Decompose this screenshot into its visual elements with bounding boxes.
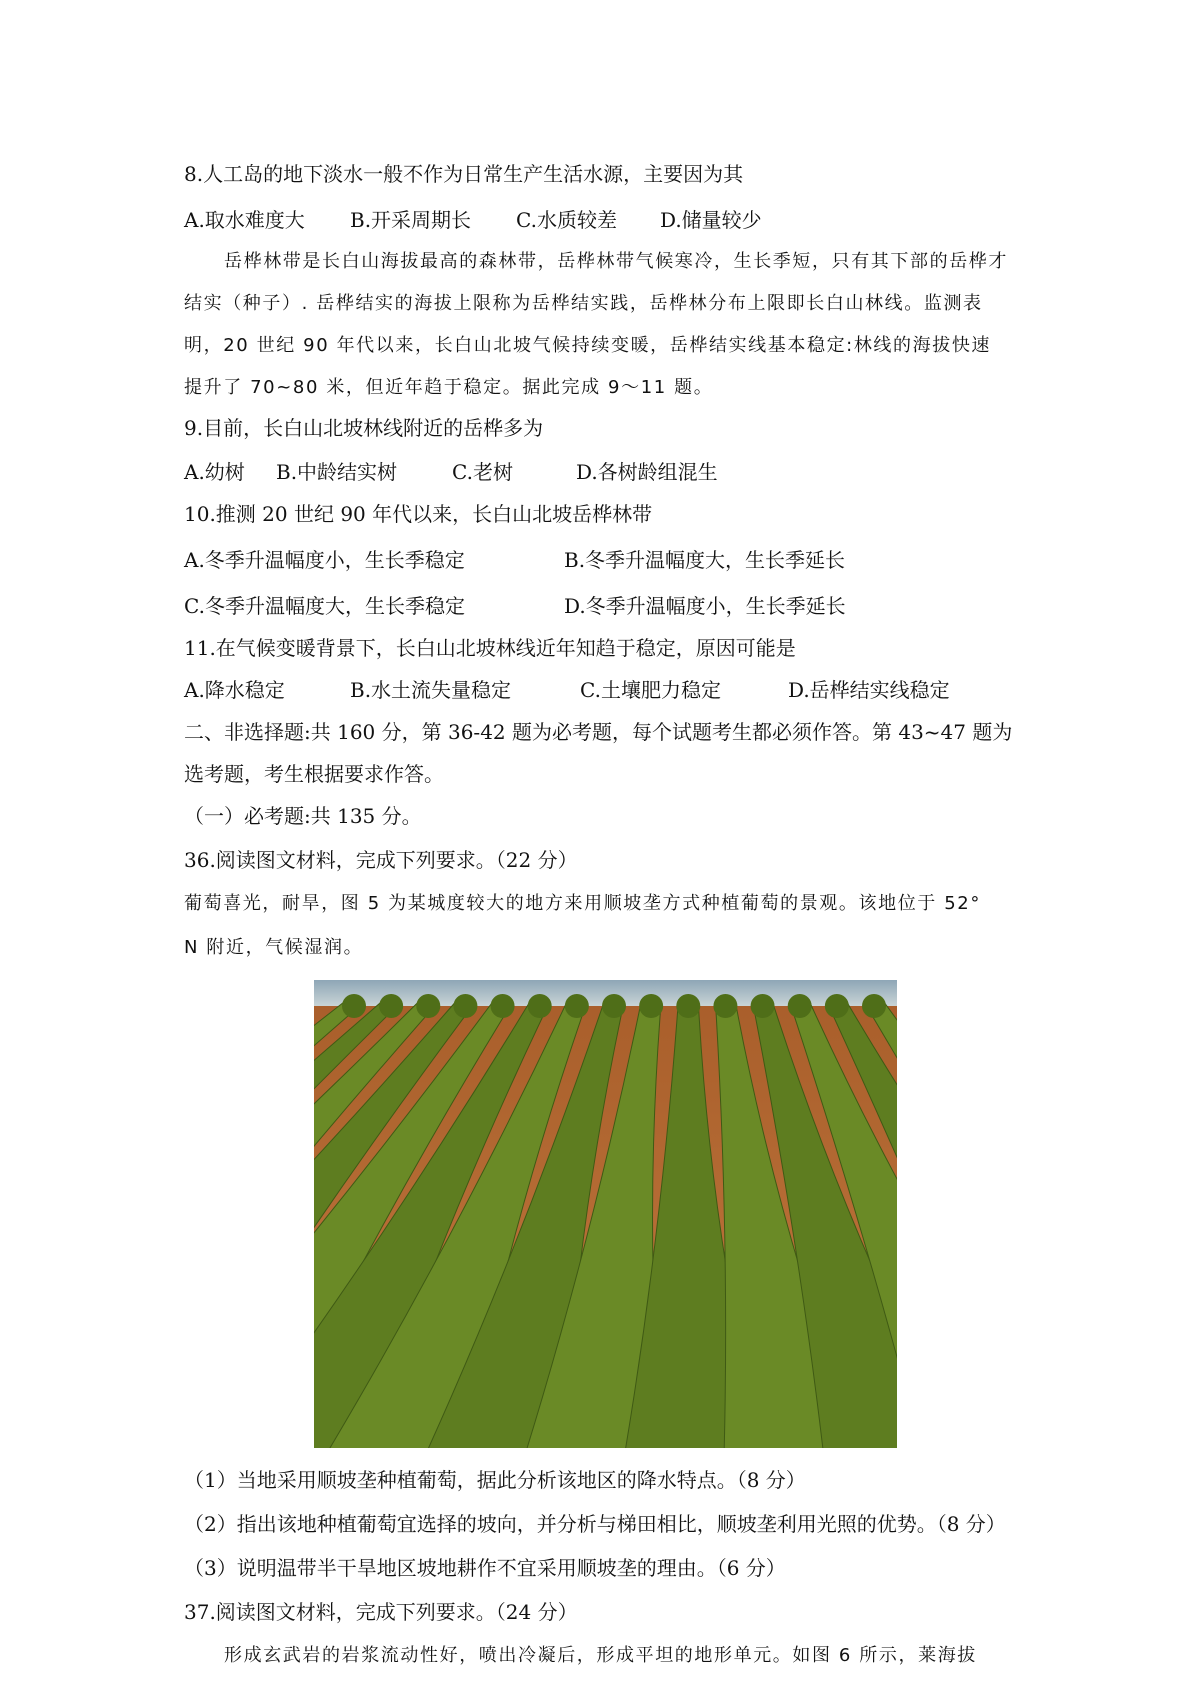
vine-row-top [491,994,515,1018]
q9-option-d: D.各树龄组混生 [576,460,718,484]
q10-option-b: B.冬季升温幅度大，生长季延长 [564,548,846,572]
part-heading: （一）必考题:共 135 分。 [184,804,422,828]
q9-stem: 9.目前，长白山北坡林线附近的岳桦多为 [184,416,544,440]
vine-row-top [788,994,812,1018]
q36-material: N 附近，气候湿润。 [184,937,364,958]
passage-line: 岳桦林带是长白山海拔最高的森林带，岳桦林带气候寒冷，生长季短，只有其下部的岳桦才 [224,251,1008,272]
q9-option-b: B.中龄结实树 [276,460,398,484]
section-heading: 二、非选择题:共 160 分，第 36-42 题为必考题，每个试题考生都必须作答。第 43~47 题为 [184,720,1013,744]
q36-sub-2: （2）指出该地种植葡萄宜选择的坡向，并分析与梯田相比，顺坡垄利用光照的优势。（8 分） [184,1512,1006,1536]
q10-option-a: A.冬季升温幅度小，生长季稳定 [184,548,465,572]
q37-material: 形成玄武岩的岩浆流动性好，喷出冷凝后，形成平坦的地形单元。如图 6 所示，莱海拔 [224,1645,977,1666]
passage-line: 结实（种子）. 岳桦结实的海拔上限称为岳桦结实践，岳桦林分布上限即长白山林线。监测表 [184,293,983,314]
vine-row-top [565,994,589,1018]
q8-option-c: C.水质较差 [516,208,617,232]
vine-row-top [453,994,477,1018]
section-heading-cont: 选考题，考生根据要求作答。 [184,762,444,786]
q11-option-a: A.降水稳定 [184,678,285,702]
q11-option-c: C.土壤肥力稳定 [580,678,721,702]
vine-row-top [342,994,366,1018]
q10-stem: 10.推测 20 世纪 90 年代以来，长白山北坡岳桦林带 [184,502,653,526]
passage-line: 明，20 世纪 90 年代以来，长白山北坡气候持续变暖，岳桦结实线基本稳定:林线的海拔快速 [184,335,992,356]
q8-option-b: B.开采周期长 [350,208,472,232]
q8-stem: 8.人工岛的地下淡水一般不作为日常生产生活水源，主要因为其 [184,162,744,186]
vine-row-top [713,994,737,1018]
q11-stem: 11.在气候变暖背景下，长白山北坡林线近年知趋于稳定，原因可能是 [184,636,796,660]
vine-row-top [528,994,552,1018]
vine-row-top [602,994,626,1018]
vine-row-top [825,994,849,1018]
vine-row-top [862,994,886,1018]
vine-row-top [379,994,403,1018]
q36-sub-3: （3）说明温带半干旱地区坡地耕作不宜采用顺坡垄的理由。（6 分） [184,1556,786,1580]
q36-material: 葡萄喜光，耐旱，图 5 为某城度较大的地方来用顺坡垄方式种植葡萄的景观。该地位于 52° [184,893,981,914]
q37-stem: 37.阅读图文材料，完成下列要求。（24 分） [184,1600,578,1624]
vine-row-top [676,994,700,1018]
q10-option-d: D.冬季升温幅度小，生长季延长 [564,594,846,618]
vine-row-top [416,994,440,1018]
q36-stem: 36.阅读图文材料，完成下列要求。（22 分） [184,848,578,872]
q8-option-d: D.储量较少 [660,208,762,232]
passage-line: 提升了 70~80 米，但近年趋于稳定。据此完成 9～11 题。 [184,377,714,398]
vine-row-top [639,994,663,1018]
q11-option-b: B.水土流失量稳定 [350,678,512,702]
q36-sub-1: （1）当地采用顺坡垄种植葡萄，据此分析该地区的降水特点。（8 分） [184,1468,806,1492]
q11-option-d: D.岳桦结实线稳定 [788,678,950,702]
vineyard-photo [314,980,897,1448]
vine-row-top [751,994,775,1018]
q9-option-c: C.老树 [452,460,513,484]
q10-option-c: C.冬季升温幅度大，生长季稳定 [184,594,465,618]
q8-option-a: A.取水难度大 [184,208,305,232]
q9-option-a: A.幼树 [184,460,245,484]
